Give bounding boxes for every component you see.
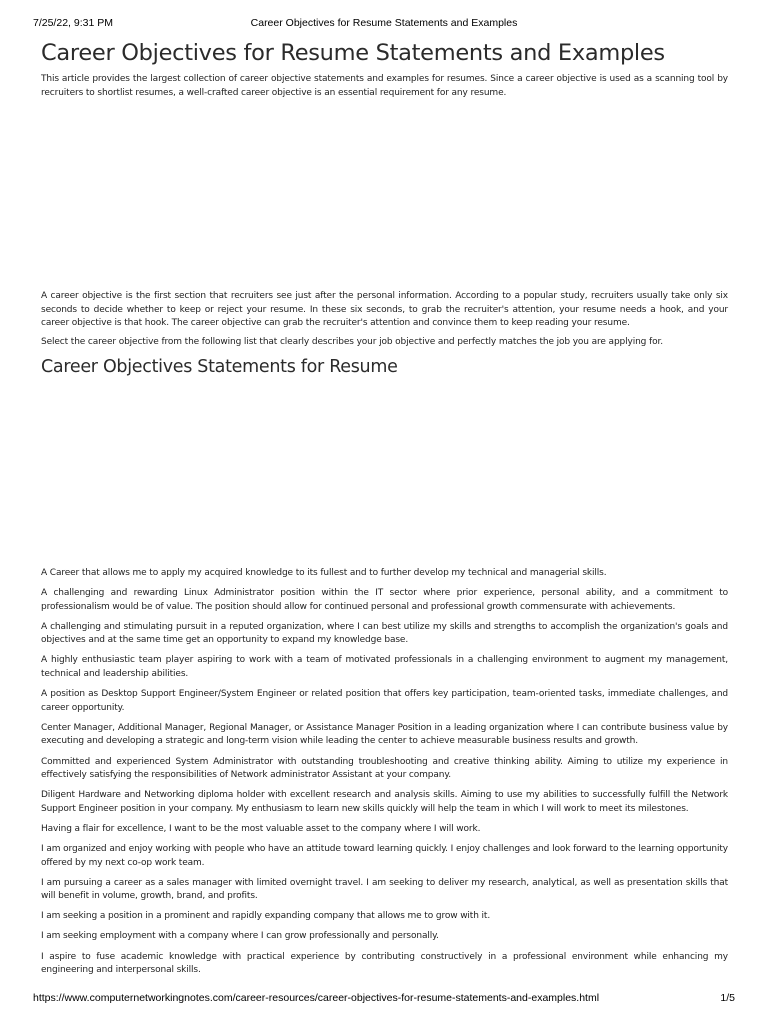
article-intro <box>41 73 728 100</box>
blank-ad-space <box>41 110 728 280</box>
objective-item: A Career that allows me to apply my acquired knowledge to its fullest and to further develop my technical and managerial skills. <box>41 568 607 578</box>
section-heading: Career Objectives Statements for Resume <box>41 357 398 377</box>
objective-item: I am seeking employment with a company where I can grow professionally and personally. <box>41 931 439 942</box>
objective-item: A position as Desktop Support Engineer/System Engineer or related position that offers key participation, team-oriented tasks, immediate challenges, and career opportunity. <box>41 689 728 713</box>
print-header <box>33 17 735 31</box>
objective-item: Committed and experienced System Administrator with outstanding troubleshooting and creative thinking ability. Aiming to utilize my experience in effectively satisfying the responsibilities of Network administrator Assistant at your company. <box>41 756 728 781</box>
objective-item: I am organized and enjoy working with people who have an attitude toward learning quickly. I enjoy challenges and look forward to the learning opportunity offered by my next co-op work team. <box>41 844 728 868</box>
page-url: https://www.computernetworkingnotes.com/career-resources/career-objectives-for-resume-statements-and-examples.html <box>33 992 600 1004</box>
page-number: 1/5 <box>720 992 735 1004</box>
objective-item: I am seeking a position in a prominent and rapidly expanding company that allows me to grow with it. <box>41 911 491 922</box>
objective-item: I am pursuing a career as a sales manager with limited overnight travel. I am seeking to deliver my research, analytical, as well as presentation skills that will benefit in volume, growth, brand, and profits. <box>41 877 728 902</box>
objective-item: A highly enthusiastic team player aspiring to work with a team of motivated professionals in a challenging environment to augment my management, technical and leadership abilities. <box>41 655 728 680</box>
objective-item: Center Manager, Additional Manager, Regional Manager, or Assistance Manager Position in a leading organization where I can contribute business value by executing and developing a strategic and long-term vision while leading the center to achieve measurable business results and growth. <box>41 722 728 747</box>
objective-item: I aspire to fuse academic knowledge with practical experience by contributing constructively in a professional environment while enhancing my engineering and interpersonal skills. <box>41 951 728 976</box>
blank-ad-space <box>41 385 728 560</box>
objective-item: A challenging and rewarding Linux Administrator position within the IT sector where prior experience, personal ability, and a commitment to professionalism would be of value. The position should allow for continued personal and professional growth commensurate with achievements. <box>41 588 728 612</box>
body-paragraph: Select the career objective from the following list that clearly describes your job objective and perfectly matches the job you are applying for. <box>41 336 663 347</box>
print-date: 7/25/22, 9:31 PM <box>33 17 113 29</box>
objectives-list <box>41 567 728 984</box>
objective-item: Diligent Hardware and Networking diploma holder with excellent research and analysis skills. Aiming to use my abilities to successfully fulfill the Network Support Engineer position in your company. My enthusiasm to learn new skills quickly will help the team in which I will work to meet its milestones. <box>41 790 728 814</box>
objective-item: Having a flair for excellence, I want to be the most valuable asset to the company where I will work. <box>41 823 481 834</box>
objective-item: A challenging and stimulating pursuit in a reputed organization, where I can best utilize my skills and strengths to accomplish the organization's goals and objectives and at the same time get an opportunity to expand my knowledge base. <box>41 621 728 646</box>
article-body <box>41 290 728 354</box>
print-footer <box>33 992 735 1006</box>
body-paragraph: A career objective is the first section that recruiters see just after the personal information. According to a popular study, recruiters usually take only six seconds to decide whether to keep or reject your resume. In these six seconds, to grab the recruiter's attention, your resume needs a hook, and your career objective is that hook. The career objective can grab the recruiter's attention and convince them to keep reading your resume. <box>41 291 728 329</box>
intro-paragraph: This article provides the largest collection of career objective statements and examples for resumes. Since a career objective is used as a scanning tool by recruiters to shortlist resumes, a well-crafted career objective is an essential requirement for any resume. <box>41 74 728 98</box>
print-page-title: Career Objectives for Resume Statements and Examples <box>250 17 518 29</box>
article-title: Career Objectives for Resume Statements and Examples <box>41 40 665 66</box>
